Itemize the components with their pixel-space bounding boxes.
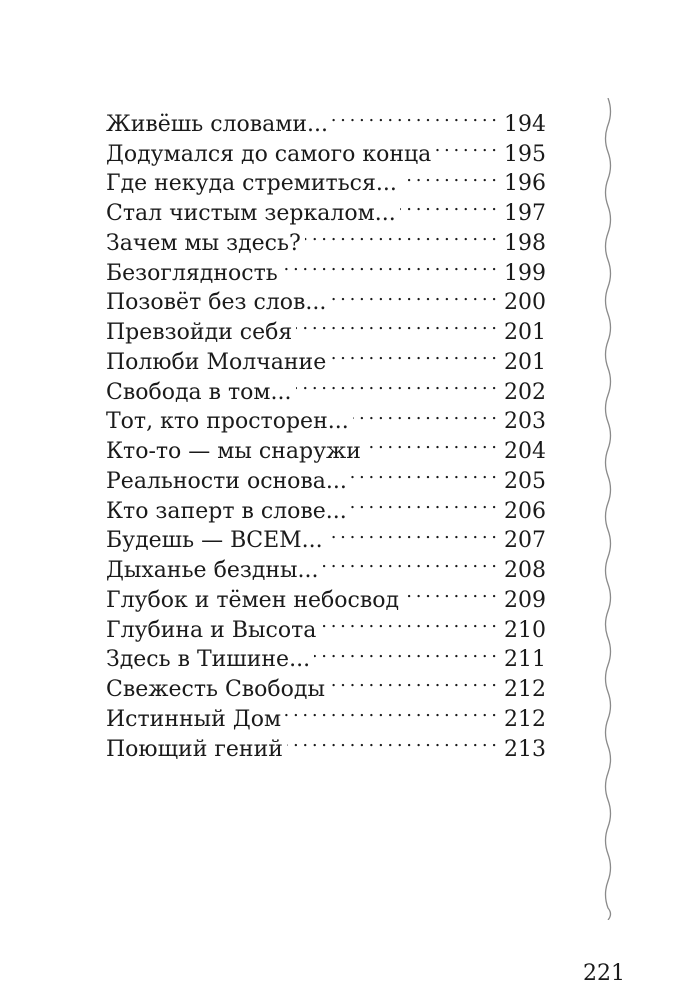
- toc-entry-page: 212: [504, 706, 546, 732]
- toc-dot-leader: [351, 488, 496, 518]
- toc-dot-leader: [400, 190, 496, 220]
- toc-entry-title: Реальности основа...: [106, 468, 347, 494]
- page-number: 221: [583, 961, 625, 986]
- toc-entry-page: 210: [504, 617, 546, 643]
- toc-dot-leader: [314, 637, 496, 667]
- toc-entry-title: Истинный Дом: [106, 706, 282, 732]
- toc-entry-title: Превзойди себя: [106, 320, 293, 345]
- wavy-border-line-icon: [596, 98, 620, 920]
- toc-entry-page: 201: [504, 349, 546, 375]
- toc-entry-page: 207: [504, 528, 546, 554]
- toc-dot-leader: [320, 607, 496, 637]
- toc-entry-title: Позовёт без слов...: [106, 290, 327, 316]
- toc-entry-page: 202: [504, 379, 546, 405]
- toc-dot-leader: [403, 577, 496, 607]
- toc-entry-page: 204: [504, 439, 546, 464]
- toc-dot-leader: [401, 161, 496, 191]
- toc-entry-title: Кто-то — мы снаружи: [106, 439, 361, 464]
- toc-entry-title: Живёшь словами...: [106, 111, 329, 137]
- toc-entry-page: 205: [504, 468, 546, 494]
- toc-dot-leader: [296, 369, 497, 399]
- toc-dot-leader: [330, 339, 496, 369]
- toc-entry-page: 195: [504, 141, 546, 167]
- toc-entry-page: 206: [504, 498, 546, 524]
- toc-entry-page: 199: [504, 260, 546, 286]
- toc-entry-title: Глубок и тёмен небосвод: [106, 587, 400, 613]
- toc-entry-page: 213: [504, 736, 546, 762]
- toc-dot-leader: [329, 666, 496, 696]
- toc-entry-page: 196: [504, 171, 546, 197]
- toc-entry-page: 208: [504, 558, 546, 583]
- toc-dot-leader: [305, 220, 496, 250]
- toc-entry-title: Кто заперт в слове...: [106, 498, 347, 524]
- toc-entry-title: Дыханье бездны...: [106, 558, 319, 583]
- toc-entry-page: 198: [504, 230, 546, 256]
- toc-entry-title: Поющий гений: [106, 736, 283, 762]
- toc-dot-leader: [351, 458, 496, 488]
- toc-entry-title: Полюби Молчание: [106, 349, 327, 375]
- toc-entry-title: Зачем мы здесь?: [106, 230, 301, 256]
- toc-entry-page: 209: [504, 587, 546, 613]
- toc-entry-title: Тот, кто просторен...: [106, 409, 349, 435]
- toc-entry-title: Будешь — ВСЕМ...: [106, 528, 323, 554]
- toc-entry-title: Глубина и Высота: [106, 617, 317, 643]
- toc-dot-leader: [435, 131, 496, 161]
- toc-entry-title: Додумался до самого конца: [106, 141, 432, 167]
- toc-dot-leader: [327, 518, 496, 548]
- toc-entry-title: Свежесть Свободы: [106, 677, 325, 702]
- toc-entry-page: 201: [504, 320, 546, 345]
- toc-dot-leader: [323, 547, 496, 577]
- toc-entry-page: 203: [504, 409, 546, 435]
- toc-entry: [106, 101, 546, 137]
- toc-dot-leader: [282, 250, 496, 280]
- toc-entry-page: 197: [504, 201, 546, 226]
- toc-dot-leader: [353, 399, 496, 429]
- toc-entry-page: 200: [504, 290, 546, 316]
- toc-entry-page: 194: [504, 111, 546, 137]
- toc-entry-title: Стал чистым зеркалом...: [106, 201, 396, 226]
- toc-dot-leader: [287, 726, 496, 756]
- toc-entry-title: Безоглядность: [106, 260, 278, 286]
- toc-dot-leader: [332, 101, 496, 131]
- toc-entry-page: 211: [504, 647, 546, 673]
- toc-entry-title: Свобода в том...: [106, 379, 292, 405]
- toc-dot-leader: [285, 696, 496, 726]
- toc-dot-leader: [296, 309, 496, 339]
- toc-dot-leader: [365, 428, 496, 458]
- toc-dot-leader: [330, 280, 496, 310]
- table-of-contents: [106, 101, 546, 762]
- toc-entry-page: 212: [504, 677, 546, 702]
- toc-entry-title: Здесь в Тишине...: [106, 647, 311, 673]
- toc-entry-title: Где некуда стремиться...: [106, 171, 397, 197]
